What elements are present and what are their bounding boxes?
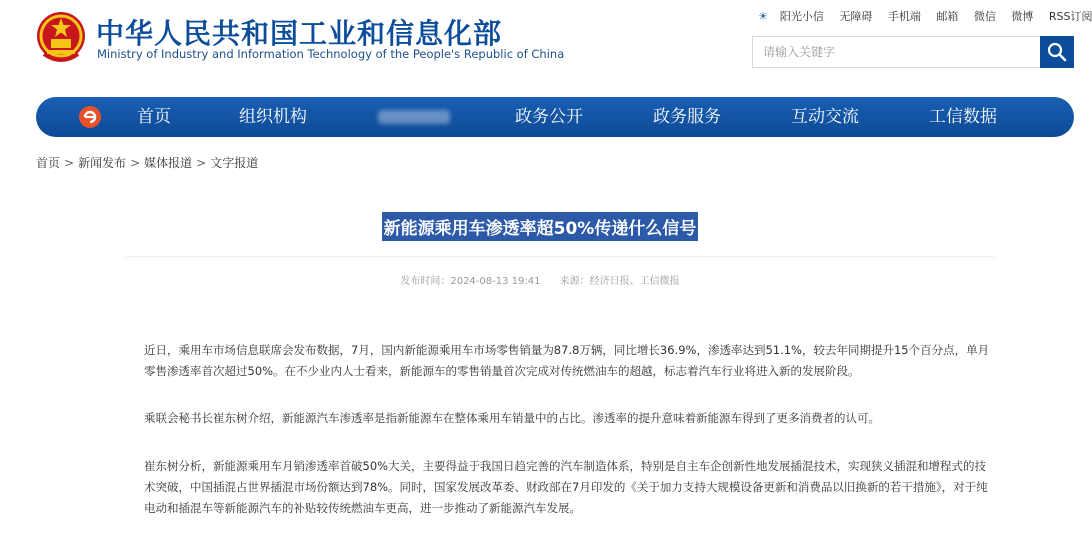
nav-item-organization[interactable]: 组织机构 bbox=[239, 107, 307, 127]
title-divider bbox=[126, 256, 994, 257]
article-title-wrap bbox=[0, 212, 1080, 241]
nav-item-interaction[interactable]: 互动交流 bbox=[791, 107, 859, 127]
sun-icon: ☀ bbox=[758, 10, 768, 23]
nav-item-blurred[interactable] bbox=[378, 110, 450, 124]
top-link-accessibility[interactable]: 无障碍 bbox=[839, 10, 873, 23]
top-links bbox=[758, 8, 1092, 24]
article-paragraph: 崔东树分析，新能源乘用车月销渗透率首破50%大关，主要得益于我国日趋完善的汽车制造体系，特别是自主车企创新性地发展插混技术，实现狭义插混和增程式的技术突破，中国插混占世界插混市场份额达到78%。同时，国家发展改革委、财政部在7月印发的《关于加力支持大规模设备更新和消费品以旧换新的若干措施》，对于纯电动和插混车等新能源汽车的补贴较传统燃油车更高，进一步推动了新能源汽车发展。 bbox=[144, 459, 988, 515]
miit-logo-icon bbox=[78, 105, 102, 129]
top-link-rss[interactable]: RSS订阅 bbox=[1048, 10, 1092, 23]
top-link-mobile[interactable]: 手机端 bbox=[887, 10, 921, 23]
nav-item-government-affairs[interactable]: 政务公开 bbox=[515, 107, 583, 127]
top-link-mail[interactable]: 邮箱 bbox=[936, 10, 959, 23]
site-title[interactable]: 中华人民共和国工业和信息化部 bbox=[96, 17, 503, 50]
publish-time: 发布时间：2024-08-13 19:41 bbox=[400, 276, 541, 287]
article-source: 来源：经济日报、工信微报 bbox=[559, 276, 680, 287]
national-emblem-icon bbox=[36, 10, 86, 64]
article-meta bbox=[0, 272, 1080, 287]
nav-item-data[interactable]: 工信数据 bbox=[929, 107, 997, 127]
breadcrumb-separator: > bbox=[130, 156, 141, 170]
site-header bbox=[0, 0, 1092, 90]
breadcrumb bbox=[36, 154, 258, 171]
top-link-sunshine[interactable]: ☀ 阳光小信 bbox=[758, 10, 824, 23]
article-paragraph: 近日，乘用车市场信息联席会发布数据，7月，国内新能源乘用车市场零售销量为87.8万辆，同比增长36.9%，渗透率达到51.1%，较去年同期提升15个百分点，单月零售渗透率首次超过50%。在不少业内人士看来，新能源车的零售销量首次完成对传统燃油车的超越，标志着汽车行业将进入新的发展阶段。 bbox=[144, 343, 990, 378]
breadcrumb-separator: > bbox=[64, 156, 75, 170]
breadcrumb-separator: > bbox=[196, 156, 207, 170]
top-link-weibo[interactable]: 微博 bbox=[1011, 10, 1034, 23]
site-subtitle: Ministry of Industry and Information Technology of the People's Republic of China bbox=[97, 47, 565, 61]
top-link-wechat[interactable]: 微信 bbox=[973, 10, 996, 23]
nav-item-home[interactable]: 首页 bbox=[137, 107, 171, 127]
nav-item-services[interactable]: 政务服务 bbox=[653, 107, 721, 127]
breadcrumb-news[interactable]: 新闻发布 bbox=[78, 156, 127, 170]
breadcrumb-text-reports[interactable]: 文字报道 bbox=[210, 156, 259, 170]
search-icon bbox=[1047, 42, 1067, 62]
breadcrumb-home[interactable]: 首页 bbox=[36, 156, 61, 170]
search-button[interactable] bbox=[1040, 36, 1074, 68]
breadcrumb-media[interactable]: 媒体报道 bbox=[144, 156, 193, 170]
article-title: 新能源乘用车渗透率超50%传递什么信号 bbox=[382, 212, 699, 241]
main-nav bbox=[36, 97, 1074, 137]
article-paragraph: 乘联会秘书长崔东树介绍，新能源汽车渗透率是指新能源车在整体乘用车销量中的占比。渗透率的提升意味着新能源车得到了更多消费者的认可。 bbox=[144, 411, 880, 425]
search-input[interactable] bbox=[752, 36, 1040, 68]
